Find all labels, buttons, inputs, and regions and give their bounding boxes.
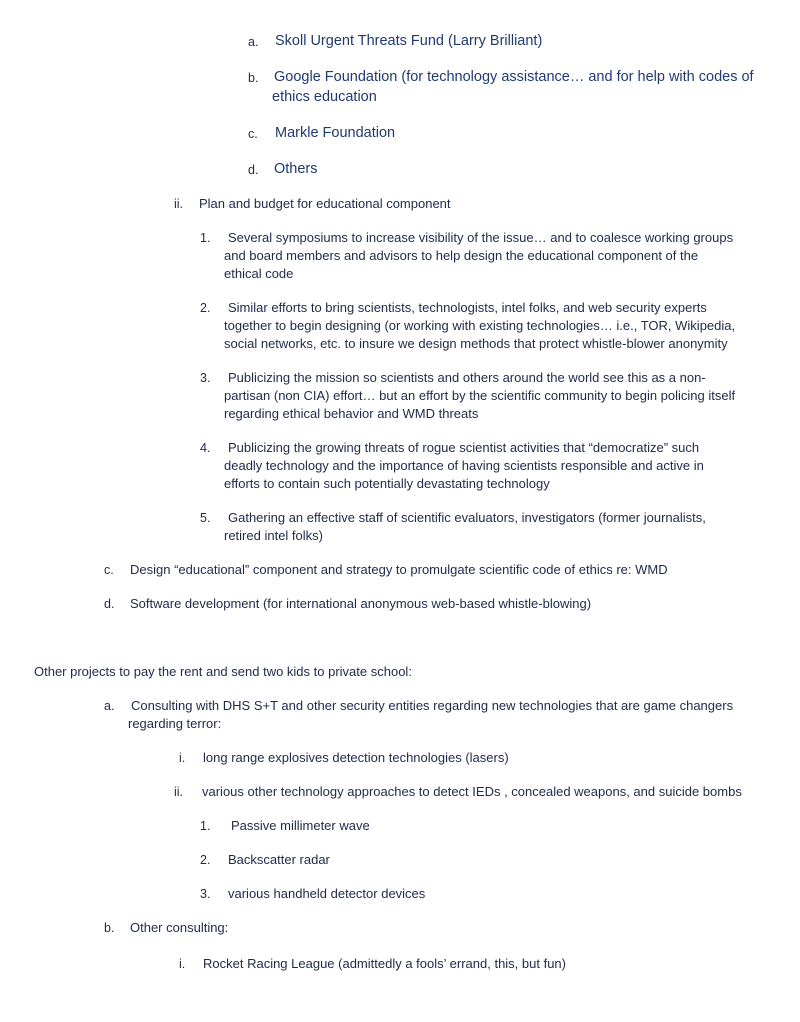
list-item-text: Other consulting: bbox=[130, 920, 229, 935]
list-item-text: ethics education bbox=[272, 89, 377, 105]
list-marker: d. bbox=[248, 163, 259, 177]
list-item-text: Gathering an effective staff of scientific evaluators, investigators (former journalists, bbox=[228, 510, 706, 525]
list-item-text: social networks, etc. to insure we design methods that protect whistle-blower anonymity bbox=[224, 336, 728, 351]
list-marker: ii. bbox=[174, 785, 184, 799]
list-item-text: Backscatter radar bbox=[228, 852, 330, 867]
list-item-text: retired intel folks) bbox=[224, 528, 323, 543]
list-item-text: deadly technology and the importance of having scientists responsible and active in bbox=[224, 458, 704, 473]
list-marker: 1. bbox=[200, 819, 211, 833]
list-item-text: long range explosives detection technologies (lasers) bbox=[203, 750, 509, 765]
list-item-text: together to begin designing (or working with existing technologies… i.e., TOR, Wikipedia, bbox=[224, 318, 736, 333]
list-item-text: various other technology approaches to detect IEDs , concealed weapons, and suicide bombs bbox=[202, 784, 742, 799]
list-item-text: Skoll Urgent Threats Fund (Larry Brilliant) bbox=[275, 33, 543, 49]
list-marker: 1. bbox=[200, 231, 211, 245]
list-item-text: regarding terror: bbox=[128, 716, 222, 731]
list-marker: 2. bbox=[200, 853, 211, 867]
list-marker: ii. bbox=[174, 197, 184, 211]
list-item-text: Rocket Racing League (admittedly a fools’ errand, this, but fun) bbox=[203, 956, 566, 971]
list-marker: d. bbox=[104, 597, 115, 611]
list-item-text: Design “educational” component and strategy to promulgate scientific code of ethics re: WMD bbox=[130, 562, 668, 577]
list-marker: b. bbox=[104, 921, 115, 935]
list-marker: 3. bbox=[200, 371, 211, 385]
list-item-text: Publicizing the growing threats of rogue scientist activities that “democratize” such bbox=[228, 440, 700, 455]
list-marker: a. bbox=[248, 35, 259, 49]
list-marker: 2. bbox=[200, 301, 211, 315]
list-marker: i. bbox=[179, 751, 186, 765]
list-item-text: partisan (non CIA) effort… but an effort by the scientific community to begin policing itself bbox=[224, 388, 736, 403]
list-marker: b. bbox=[248, 71, 259, 85]
list-marker: a. bbox=[104, 699, 115, 713]
list-item-text: various handheld detector devices bbox=[228, 886, 426, 901]
list-marker: 4. bbox=[200, 441, 211, 455]
list-marker: 3. bbox=[200, 887, 211, 901]
list-marker: c. bbox=[104, 563, 114, 577]
list-marker: c. bbox=[248, 127, 258, 141]
other-projects-heading: Other projects to pay the rent and send two kids to private school: bbox=[34, 664, 412, 679]
list-item-text: Markle Foundation bbox=[275, 125, 396, 141]
list-item-text: Others bbox=[274, 161, 318, 177]
list-item-text: regarding ethical behavior and WMD threats bbox=[224, 406, 479, 421]
list-item-text: Software development (for international anonymous web-based whistle-blowing) bbox=[130, 596, 592, 611]
list-marker: 5. bbox=[200, 511, 211, 525]
list-item-text: ethical code bbox=[224, 266, 294, 281]
list-marker: i. bbox=[179, 957, 186, 971]
list-item-text: Similar efforts to bring scientists, technologists, intel folks, and web security experts bbox=[228, 300, 707, 315]
list-item-text: Several symposiums to increase visibility of the issue… and to coalesce working groups bbox=[228, 230, 734, 245]
list-item-text: and board members and advisors to help design the educational component of the bbox=[224, 248, 699, 263]
list-item-text: efforts to contain such potentially devastating technology bbox=[224, 476, 550, 491]
list-item-text: Passive millimeter wave bbox=[231, 818, 370, 833]
list-item-text: Google Foundation (for technology assistance… and for help with codes of bbox=[274, 69, 754, 85]
list-item-text: Publicizing the mission so scientists and others around the world see this as a non- bbox=[228, 370, 706, 385]
section-heading: Plan and budget for educational component bbox=[199, 196, 451, 211]
list-item-text: Consulting with DHS S+T and other security entities regarding new technologies that are game changers bbox=[131, 698, 734, 713]
